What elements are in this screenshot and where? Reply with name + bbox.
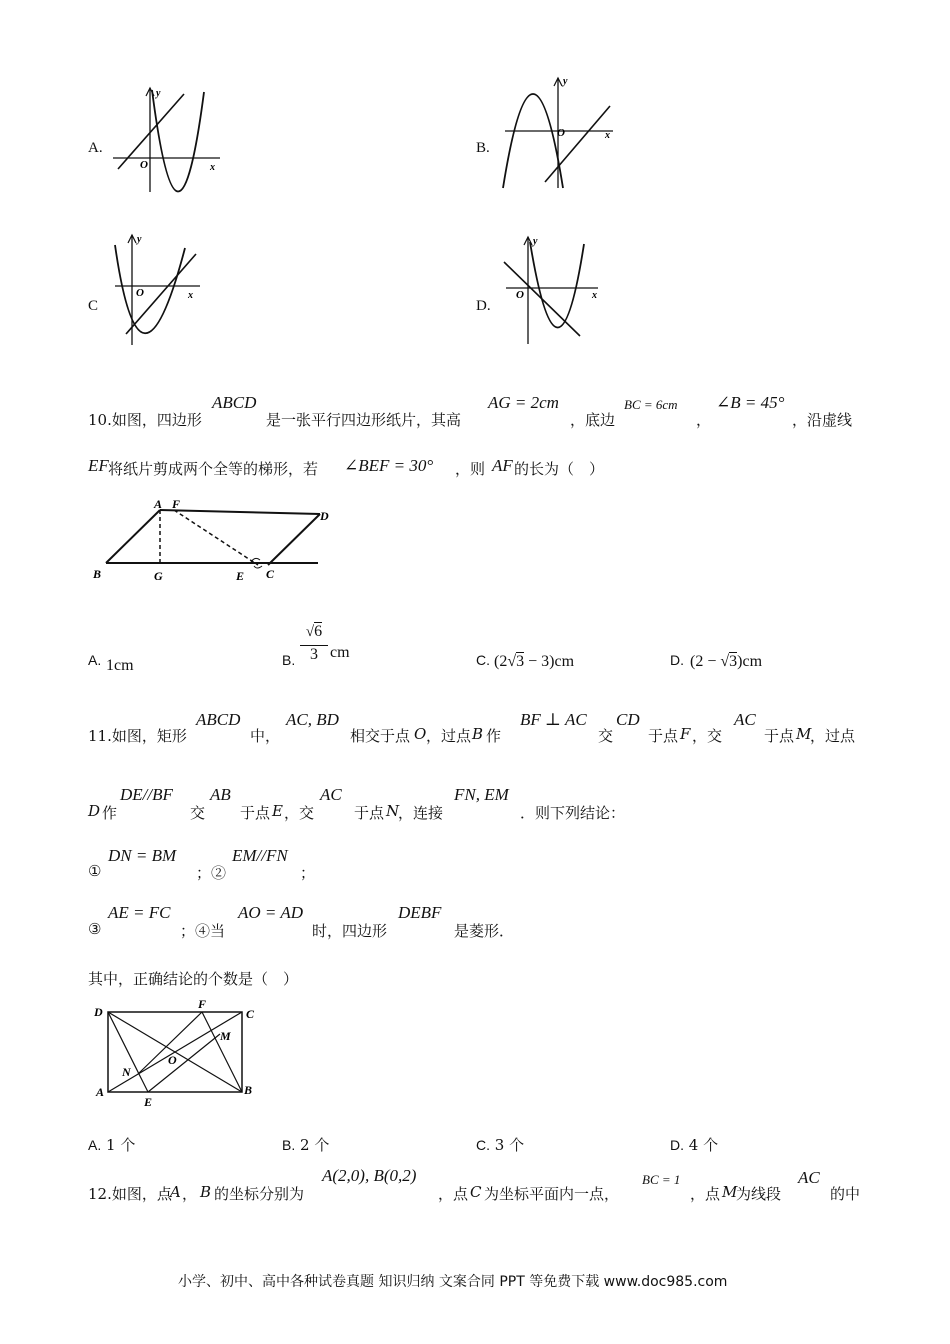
q11-line2-b: 交	[190, 804, 206, 822]
d-part1: (2 −	[690, 653, 721, 670]
point-o: O	[168, 1053, 177, 1067]
point-b: B	[93, 567, 102, 581]
c-part1: (2	[494, 653, 508, 670]
q11-option-b-label: B.	[282, 1137, 296, 1153]
q11-abcd: ABCD	[196, 710, 241, 729]
q11-line1-f: 交	[598, 727, 614, 745]
q11-option-b	[282, 1134, 329, 1155]
q11-ac-2: AC	[320, 785, 342, 804]
origin-label: O	[516, 289, 524, 301]
q11-ao-ad: AO = AD	[238, 903, 303, 922]
q11-debf: DEBF	[398, 903, 442, 922]
q11-c2-c: 时，四边形	[312, 922, 388, 940]
c-radicand: 3	[516, 653, 525, 670]
graph-d	[498, 232, 606, 347]
q10-figure	[88, 498, 348, 588]
y-axis-label: y	[533, 236, 538, 247]
q12-ac: AC	[798, 1168, 820, 1187]
q11-c2-d: 是菱形．	[454, 922, 515, 940]
q12-line1-f: 为线段	[736, 1185, 782, 1203]
point-e: E	[144, 1095, 153, 1108]
point-a: A	[154, 498, 163, 511]
q11-c1-a: ①	[88, 862, 102, 880]
q11-point-n: N	[386, 802, 400, 820]
q10-line2-b: ，则	[455, 460, 486, 478]
q12-comma: ，	[182, 1185, 198, 1203]
q10-line1-a: 10.如图，四边形	[88, 411, 202, 429]
graph-c	[110, 230, 210, 348]
q12-line1-c: ，点	[438, 1185, 469, 1203]
q11-point-f: F	[680, 725, 691, 743]
x-axis-label: x	[592, 290, 597, 301]
q10-line1-d: ，沿虚线	[792, 411, 853, 429]
q12-line1-d: 为坐标平面内一点，	[484, 1185, 620, 1203]
d-part3: )cm	[737, 653, 763, 670]
point-c: C	[246, 1007, 255, 1021]
y-axis-label: y	[137, 234, 142, 245]
q11-line1-c: 相交于点	[350, 727, 411, 745]
q11-option-b-value: 2 个	[300, 1136, 330, 1154]
c-part3: − 3)cm	[524, 653, 575, 670]
q11-line2-d: ，交	[284, 804, 315, 822]
q11-point-b: B	[472, 725, 484, 743]
point-e: E	[236, 569, 245, 583]
q10-line2-a: 将纸片剪成两个全等的梯形，若	[108, 460, 319, 478]
q10-option-c-value: (2√3 − 3)cm	[494, 653, 575, 670]
q11-fn-em: FN, EM	[454, 785, 509, 804]
q11-option-d-label: D.	[670, 1137, 684, 1153]
origin-label: O	[557, 127, 565, 139]
q11-ab: AB	[210, 785, 231, 804]
q11-line1-a: 11.如图，矩形	[88, 727, 187, 745]
d-radicand: 3	[729, 653, 738, 670]
q10-abcd: ABCD	[212, 393, 257, 412]
q11-line2-c: 于点	[240, 804, 271, 822]
q11-question: 其中，正确结论的个数是（ ）	[88, 970, 299, 988]
option-d-label: D.	[476, 298, 491, 314]
sqrt-radicand: 6	[314, 623, 323, 640]
option-a-label: A.	[88, 140, 103, 156]
q11-c2-b: ；④当	[180, 922, 226, 940]
point-f: F	[198, 997, 207, 1011]
point-f: F	[172, 498, 181, 511]
q10-comma: ，	[696, 411, 712, 429]
q11-bf-perp-ac: BF ⊥ AC	[520, 710, 587, 729]
q11-de-parallel-bf: DE//BF	[120, 785, 173, 804]
q11-point-d: D	[88, 802, 101, 820]
q10-option-b-label: B.	[282, 652, 296, 668]
q11-line2-e: 于点	[354, 804, 385, 822]
origin-label: O	[140, 159, 148, 171]
page-footer: 小学、初中、高中各种试卷真题 知识归纳 文案合同 PPT 等免费下载 www.doc985.com	[178, 1274, 728, 1290]
q11-ac: AC	[734, 710, 756, 729]
q11-line1-g: 于点	[648, 727, 679, 745]
option-b-label: B.	[476, 140, 490, 156]
q11-point-e: E	[272, 802, 283, 820]
q11-line2-a: 作	[102, 804, 118, 822]
fraction-denominator: 3	[310, 646, 318, 663]
q12-point-c: C	[470, 1183, 482, 1201]
q10-ef: EF	[88, 456, 109, 475]
x-axis-label: x	[210, 162, 215, 173]
q11-option-c	[476, 1134, 524, 1155]
q11-line1-d: ，过点	[426, 727, 472, 745]
q12-line1-g: 的中	[830, 1185, 861, 1203]
q11-ac-bd: AC, BD	[286, 710, 339, 729]
q10-option-d-value: (2 − √3)cm	[690, 653, 763, 670]
point-a: A	[96, 1085, 105, 1099]
q11-option-c-value: 3 个	[494, 1136, 525, 1154]
q11-cd: CD	[616, 710, 640, 729]
q11-line2-f: ，连接	[398, 804, 444, 822]
x-axis-label: x	[605, 130, 610, 141]
q12-point-a: A	[170, 1183, 181, 1201]
q10-bc: BC = 6cm	[624, 397, 678, 412]
q11-option-c-label: C.	[476, 1137, 490, 1153]
q11-c1-b: ；②	[196, 864, 227, 882]
q12-line1-a: 12.如图，点	[88, 1185, 172, 1203]
q10-af: AF	[492, 456, 513, 475]
y-axis-label: y	[563, 76, 568, 87]
q10-option-c-label: C.	[476, 652, 490, 668]
y-axis-label: y	[156, 88, 161, 99]
q10-option-a-label: A.	[88, 652, 102, 668]
q11-dn-bm: DN = BM	[108, 846, 177, 865]
graph-a	[108, 82, 228, 197]
x-axis-label: x	[188, 290, 193, 301]
q11-line2-g: ．则下列结论：	[520, 804, 626, 822]
q11-option-a-value: 1 个	[106, 1136, 136, 1154]
q10-option-b-unit: cm	[330, 644, 350, 661]
q11-option-d-value: 4 个	[688, 1136, 719, 1154]
q10-ag: AG = 2cm	[488, 393, 559, 412]
q12-line1-b: 的坐标分别为	[214, 1185, 305, 1203]
graph-b	[495, 70, 620, 195]
q10-option-d-label: D.	[670, 652, 684, 668]
q11-line1-h: ，交	[692, 727, 723, 745]
point-d: D	[94, 1005, 103, 1019]
q12-coordinates: A(2,0), B(0,2)	[322, 1166, 417, 1185]
q10-line1-c: ，底边	[570, 411, 616, 429]
q11-line1-j: ，过点	[810, 727, 856, 745]
point-c: C	[266, 567, 275, 581]
q10-angle-b: ∠B = 45°	[716, 393, 785, 412]
point-d: D	[320, 509, 329, 523]
q12-point-b: B	[200, 1183, 212, 1201]
point-b: B	[244, 1083, 253, 1097]
q11-option-d	[670, 1134, 718, 1155]
q11-em-parallel-fn: EM//FN	[232, 846, 288, 865]
point-m: M	[220, 1029, 231, 1043]
q11-line1-i: 于点	[764, 727, 795, 745]
q11-ae-fc: AE = FC	[108, 903, 171, 922]
q11-c2-a: ③	[88, 920, 102, 938]
origin-label: O	[136, 287, 144, 299]
q11-option-a-label: A.	[88, 1137, 102, 1153]
point-g: G	[154, 569, 163, 583]
q12-bc: BC = 1	[642, 1172, 681, 1187]
q11-c1-c: ；	[300, 864, 316, 882]
q11-line1-b: 中，	[250, 727, 281, 745]
q12-line1-e: ，点	[690, 1185, 721, 1203]
q11-line1-e: 作	[486, 727, 502, 745]
q10-angle-bef: ∠BEF = 30°	[344, 456, 434, 475]
q10-option-b-fraction: √6 3	[300, 623, 328, 664]
q12-point-m: M	[722, 1183, 738, 1201]
point-n: N	[122, 1065, 131, 1079]
q11-point-o: O	[414, 725, 427, 743]
q11-option-a	[88, 1134, 135, 1155]
q10-option-a-value: 1cm	[106, 657, 134, 674]
q10-line1-b: 是一张平行四边形纸片，其高	[266, 411, 462, 429]
q11-figure	[88, 996, 268, 1108]
q10-line2-c: 的长为（ ）	[514, 460, 605, 478]
q11-point-m: M	[796, 725, 812, 743]
option-c-label: C	[88, 298, 99, 314]
